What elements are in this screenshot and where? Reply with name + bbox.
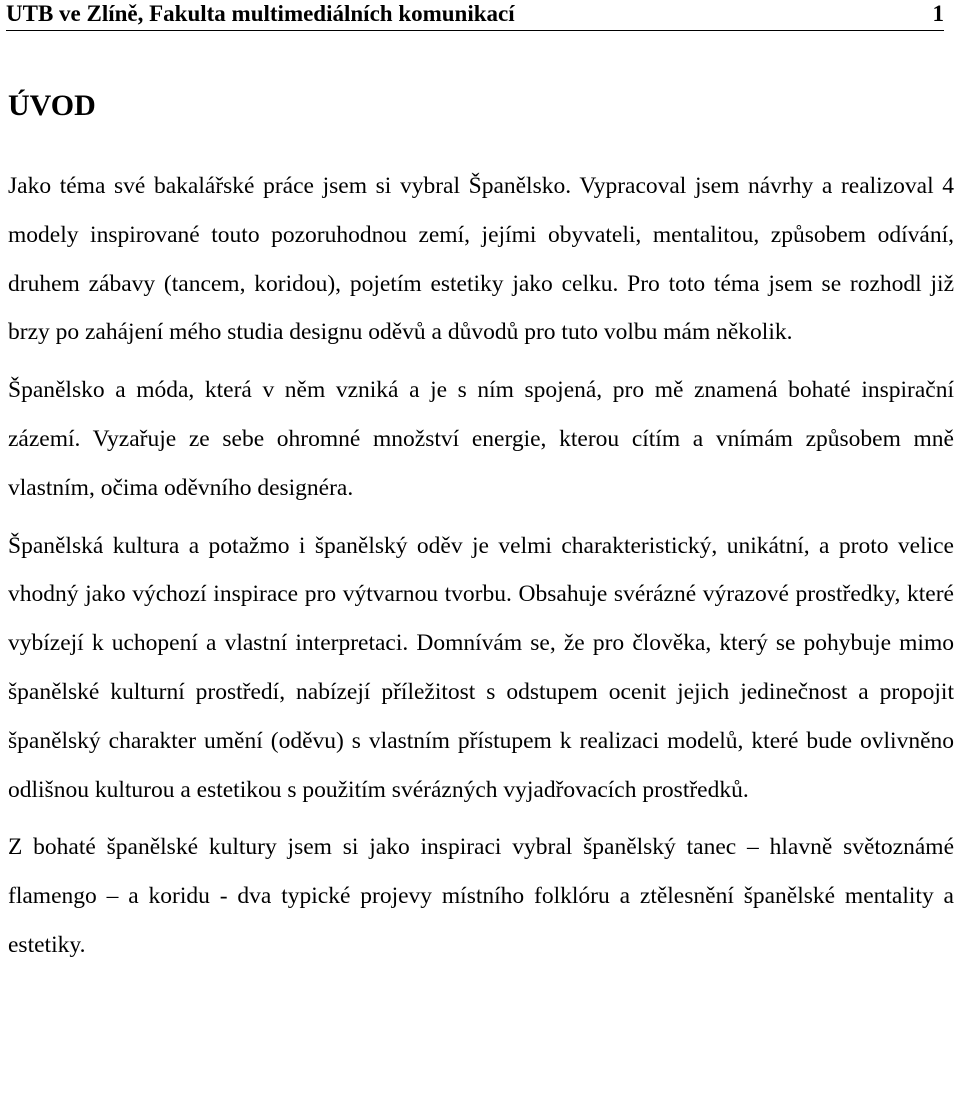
header-title: UTB ve Zlíně, Fakulta multimediálních komunikací (6, 1, 515, 26)
page-header (6, 0, 944, 31)
body-text (8, 162, 954, 979)
paragraph-1: Jako téma své bakalářské práce jsem si vybral Španělsko. Vypracoval jsem návrhy a realizoval 4 modely inspirované touto pozoruhodnou zemí, jejími obyvateli, mentalitou, způsobem odívání, druhem zábavy (tancem, koridou), pojetím estetiky jako celku. Pro toto téma jsem se rozhodl již brzy po zahájení mého studia designu oděvů a důvodů pro tuto volbu mám několik. (8, 173, 954, 346)
page-number: 1 (932, 1, 944, 26)
section-heading: ÚVOD (8, 89, 96, 122)
paragraph-4: Z bohaté španělské kultury jsem si jako inspiraci vybral španělský tanec – hlavně světoznámé flamengo – a koridu - dva typické projevy místního folklóru a ztělesnění španělské mentality a estetiky. (8, 834, 954, 958)
paragraph-3: Španělská kultura a potažmo i španělský oděv je velmi charakteristický, unikátní, a proto velice vhodný jako výchozí inspirace pro výtvarnou tvorbu. Obsahuje svérázné výrazové prostředky, které vybízejí k uchopení a vlastní interpretaci. Domnívám se, že pro člověka, který se pohybuje mimo španělské kulturní prostředí, nabízejí příležitost s odstupem ocenit jejich jedinečnost a propojit španělský charakter umění (oděvu) s vlastním přístupem k realizaci modelů, které bude ovlivněno odlišnou kulturou a estetikou s použitím svérázných vyjadřovacích prostředků. (8, 532, 954, 803)
paragraph-2: Španělsko a móda, která v něm vzniká a je s ním spojená, pro mě znamená bohaté inspirační zázemí. Vyzařuje ze sebe ohromné množství energie, kterou cítím a vnímám způsobem mně vlastním, očima oděvního designéra. (8, 377, 954, 501)
